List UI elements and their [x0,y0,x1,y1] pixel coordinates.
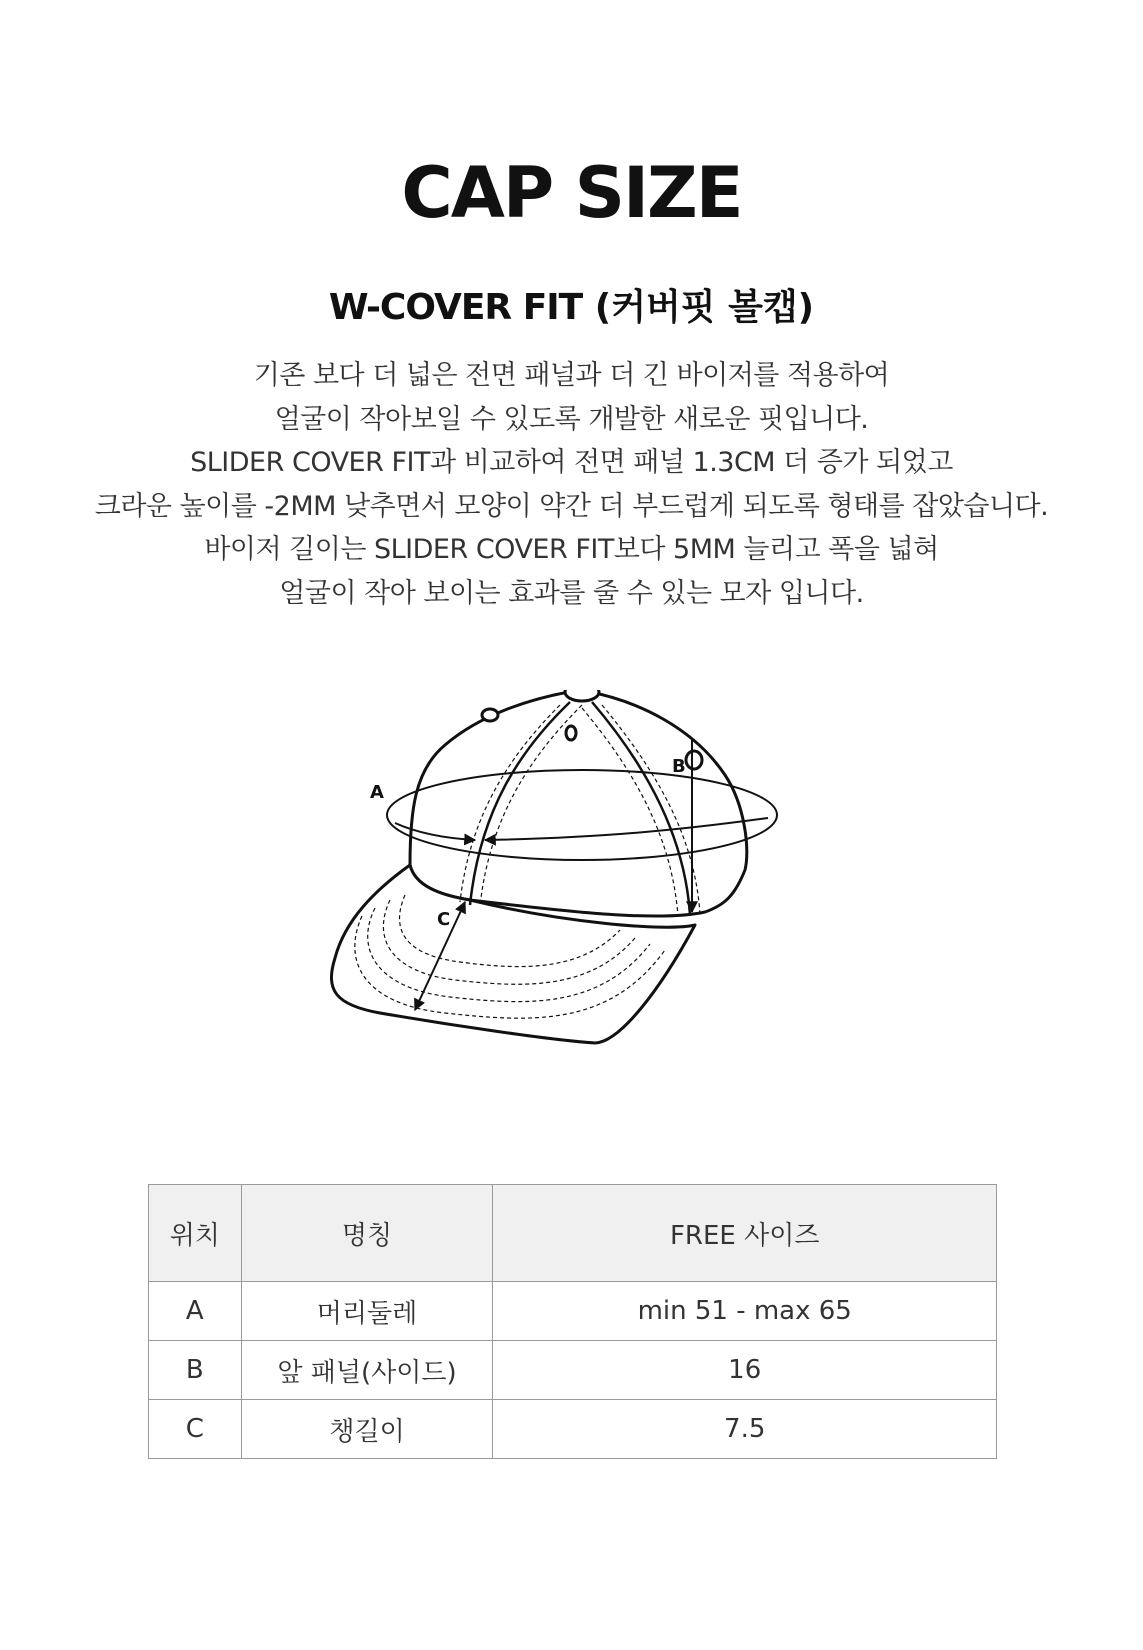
fit-subtitle [0,279,1143,330]
description-line: 바이저 길이는 SLIDER COVER FIT보다 5MM 늘리고 폭을 넓혀 [204,534,939,565]
fit-name: W-COVER FIT [328,287,583,328]
description-line: 얼굴이 작아보일 수 있도록 개발한 새로운 핏입니다. [274,403,869,435]
label-b: B [672,756,686,777]
table-header-row [149,1185,997,1282]
size-table [148,1184,997,1459]
cap-diagram [320,690,820,1110]
description-line: SLIDER COVER FIT과 비교하여 전면 패널 1.3CM 더 증가 되었고 [190,447,953,478]
cell-value: min 51 - max 65 [493,1282,997,1341]
cell-value: 7.5 [493,1400,997,1459]
header-free-size: FREE 사이즈 [493,1185,997,1282]
description-line: 얼굴이 작아 보이는 효과를 줄 수 있는 모자 입니다. [279,577,864,609]
header-name: 명칭 [241,1185,493,1282]
cell-value: 16 [493,1341,997,1400]
page-title: CAP SIZE [401,152,742,234]
cell-position: A [149,1282,242,1341]
description-line: 기존 보다 더 넓은 전면 패널과 더 긴 바이저를 적용하여 [253,360,890,391]
cap-outline [331,690,746,1043]
cell-name: 머리둘레 [241,1282,493,1341]
label-a: A [370,782,384,803]
description-line: 크라운 높이를 -2MM 낮추면서 모양이 약간 더 부드럽게 되도록 형태를 잡았습니다. [94,490,1049,522]
label-c: C [437,909,451,930]
header-position: 위치 [149,1185,242,1282]
cell-name: 앞 패널(사이드) [241,1341,493,1400]
fit-korean-name: (커버핏 볼캡) [582,287,815,328]
table-row [149,1282,997,1341]
cell-name: 챙길이 [241,1400,493,1459]
fit-description [0,354,1143,615]
cell-position: C [149,1400,242,1459]
table-row [149,1341,997,1400]
table-row [149,1400,997,1459]
cell-position: B [149,1341,242,1400]
